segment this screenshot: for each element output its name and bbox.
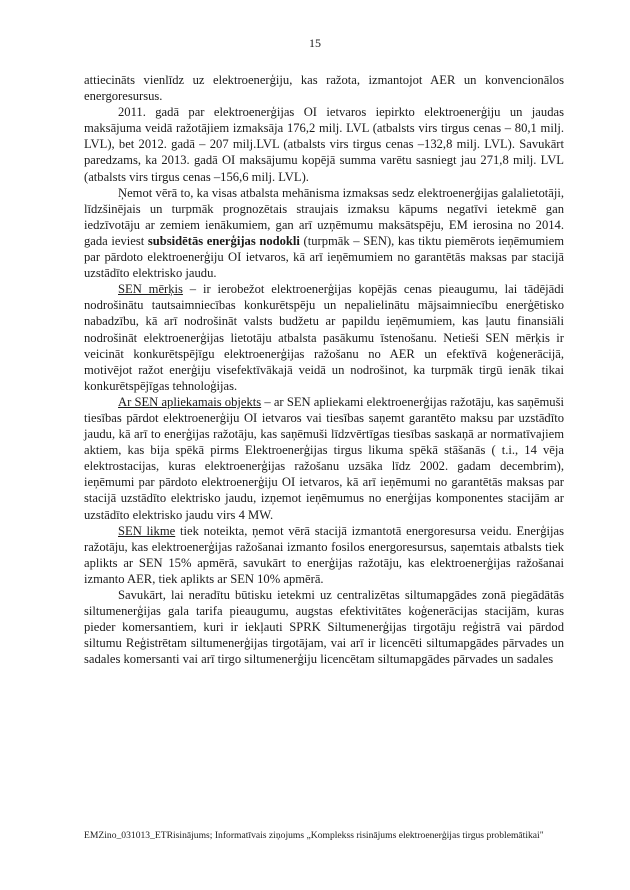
underlined-heading-sen-rate: SEN likme xyxy=(118,523,176,538)
paragraph-heating: Savukārt, lai neradītu būtisku ietekmi uz centralizētas siltumapgādes zonā piegādātās siltumenerģijas gala tarifa pieaugumu, augstas efektivitātes koģenerācijas stacijām, kuras pieder komersantiem, kuri ir iekļauti SPRK Siltumenerģijas tirgotāju reģistrā vai pārdod siltumu Reģistrētam siltumenerģijas tirgotājam, vai arī ir licencēti siltumapgādes pārvades un sadales komersanti vai arī tirgo siltumenerģiju licencētam siltumapgādes pārvades un sadales xyxy=(84,588,564,667)
paragraph-text: Ņemot vērā to, ka visas atbalsta mehānisma izmaksas sedz elektroenerģijas galalietotāji, līdzšinējais un turpmāk prognozētais straujais izmaksu kāpums negatīvi ietekmē gan iedzīvotāju ar zemiem ienākumiem, gan arī uzņēmumu maksātspēju, EM ierosina no 2014. gada ieviest xyxy=(84,185,564,248)
paragraph-text: – ir ierobežot elektroenerģijas kopējās cenas pieaugumu, lai tādējādi nodrošinātu tautsaimniecības konkurētspēju un nepalielinātu mājsaimniecību enerģētisko nabadzību, kā arī nodrošināt valsts budžetu ar papildu ieņēmumiem, kas ļautu finansiāli nodrošināt elektroenerģijas lietotāju atbalsta pasākumu īstenošanu. Netieši SEN mērķis ir veicināt konkurētspējīgu elektroenerģijas ražošanu no AER un efektīvā koģenerācijā, motivējot ražot enerģiju visefektīvākajā veidā un nodrošinot, ka turpmāk tirgū ienāk tikai konkurētspējīgas tehnoloģijas. xyxy=(84,282,564,393)
paragraph-sen-object xyxy=(84,394,564,523)
bold-term-sen: subsidētās enerģijas nodokli xyxy=(147,233,300,248)
paragraph-text: tiek noteikta, ņemot vērā stacijā izmantotā energoresursa veidu. Enerģijas ražotāju, kas elektroenerģijas ražošanai izmanto fosilos energoresursus, saņemtais atbalsts tiek aplikts ar SEN 15% apmērā, savukārt to enerģijas ražotāju, kas elektroenerģijas ražošanai izmanto AER, tiek aplikts ar SEN 10% apmērā. xyxy=(84,523,564,586)
paragraph-sen-goal xyxy=(84,281,564,394)
paragraph-oi-payments: 2011. gadā par elektroenerģijas OI ietvaros iepirkto elektroenerģiju un jaudas maksājuma veidā ražotājiem izmaksāja 176,2 milj. LVL (atbalsts virs tirgus cenas – 80,1 milj. LVL), bet 2012. gadā – 207 milj.LVL (atbalsts virs tirgus cenas –132,8 milj. LVL). Savukārt paredzams, ka 2013. gadā OI maksājumu kopējā summa varētu sasniegt jau 271,8 milj. LVL (atbalsts virs tirgus cenas –156,6 milj. LVL). xyxy=(84,105,564,184)
underlined-heading-sen-goal: SEN mērķis xyxy=(118,282,183,297)
paragraph-text: – ar SEN apliekami elektroenerģijas ražotāju, kas saņēmuši tiesības pārdot elektroenerģiju OI ietvaros vai tiesības saņemt garantēto maksu par uzstādīto jaudu, kā arī to enerģijas ražotāju, kas saņēmuši līdzvērtīgas tiesības saskaņā ar normatīvajiem aktiem, kas bija spēkā pirms Elektroenerģijas tirgus likuma spēkā stāšanās ( t.i., 14 vēja elektrostacijas, kuras elektroenerģijas ražošanu uzsāka līdz 2002. gadam decembrim), ieņēmumi par pārdoto elektroenerģiju OI ietvaros, kā arī ieņēmumi no garantētās maksas par stacijā uzstādīto elektrisko jaudu, izņemot ieņēmumus no enerģijas komponentes stacijām ar uzstādīto elektrisko jaudu virs 4 MW. xyxy=(84,394,564,522)
document-body xyxy=(84,72,564,667)
paragraph-text: (turpmāk – SEN), kas tiktu piemērots ieņēmumiem par pārdoto elektroenerģiju OI ietvaros, kā arī ieņēmumiem no garantētās maksas par stacijā uzstādīto elektrisko jaudu. xyxy=(84,233,565,281)
paragraph-sen-proposal xyxy=(84,185,564,282)
paragraph-sen-rate xyxy=(84,523,564,587)
underlined-heading-sen-object: Ar SEN apliekamais objekts xyxy=(118,394,262,409)
page-number: 15 xyxy=(309,36,321,50)
paragraph-continuation: attiecināts vienlīdz uz elektroenerģiju, kas ražota, izmantojot AER un konvencionālos energoresursus. xyxy=(84,73,564,104)
page-footer: EMZino_031013_ETRisinājums; Informatīvais ziņojums „Komplekss risinājums elektroenerģijas tirgus problemātikai" xyxy=(84,830,544,841)
